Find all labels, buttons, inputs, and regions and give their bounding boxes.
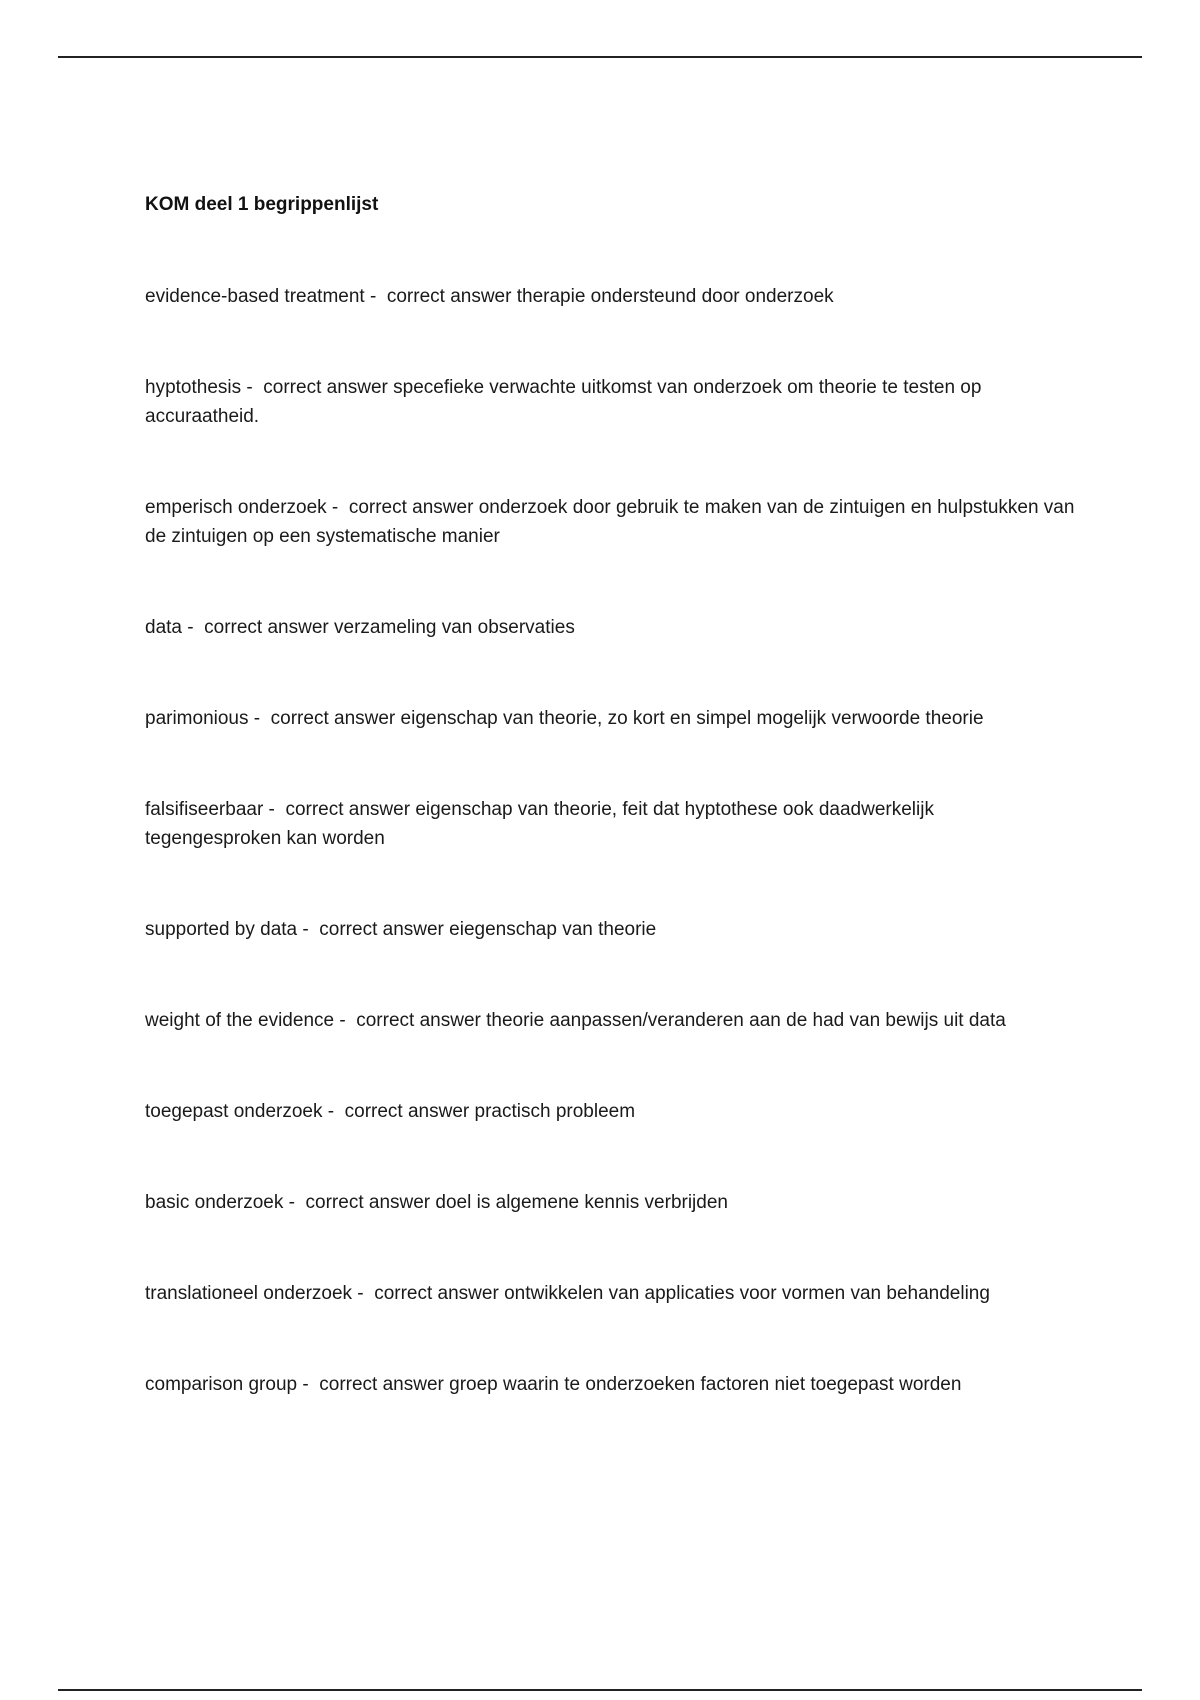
term-separator: - correct answer bbox=[297, 919, 450, 940]
term-answer: verzameling van observaties bbox=[334, 617, 575, 638]
term-separator: - correct answer bbox=[283, 1192, 436, 1213]
term-entry bbox=[145, 1279, 1075, 1308]
term-answer: doel is algemene kennis verbrijden bbox=[435, 1192, 728, 1213]
term-answer: eigenschap van theorie, zo kort en simpel mogelijk verwoorde theorie bbox=[400, 708, 984, 729]
term-separator: - correct answer bbox=[181, 617, 335, 638]
term-entry bbox=[145, 1370, 1075, 1399]
term-separator: - correct answer bbox=[241, 377, 394, 398]
term-answer: groep waarin te onderzoeken factoren niet toegepast worden bbox=[449, 1374, 962, 1395]
term-answer: eiegenschap van theorie bbox=[449, 919, 657, 940]
document-title: KOM deel 1 begrippenlijst bbox=[145, 194, 379, 215]
term-answer: theorie aanpassen/veranderen aan de had van bewijs uit data bbox=[486, 1010, 1006, 1031]
term-entry bbox=[145, 915, 1075, 944]
term-entry bbox=[145, 493, 1075, 551]
term-separator: - correct answer bbox=[263, 799, 416, 820]
term-separator: - correct answer bbox=[334, 1010, 487, 1031]
term-entry bbox=[145, 704, 1075, 733]
term-separator: - correct answer bbox=[352, 1283, 505, 1304]
term-separator: - correct answer bbox=[322, 1101, 475, 1122]
term-name: translationeel onderzoek bbox=[145, 1283, 353, 1304]
term-answer: specefieke verwachte uitkomst van onderzoek om theorie te testen op accuraatheid. bbox=[145, 377, 982, 427]
term-answer: therapie ondersteund door onderzoek bbox=[516, 286, 834, 307]
page-top-rule bbox=[58, 56, 1142, 58]
term-name: basic onderzoek bbox=[145, 1192, 284, 1213]
term-name: falsifiseerbaar bbox=[145, 799, 264, 820]
term-name: toegepast onderzoek bbox=[145, 1101, 323, 1122]
term-entry bbox=[145, 373, 1075, 431]
page-bottom-rule bbox=[58, 1689, 1142, 1691]
term-name: evidence-based treatment bbox=[145, 286, 365, 307]
term-name: comparison group bbox=[145, 1374, 298, 1395]
term-separator: - correct answer bbox=[297, 1374, 450, 1395]
term-answer: onderzoek door gebruik te maken van de zintuigen en hulpstukken van de zintuigen op een systematische manier bbox=[145, 497, 1075, 547]
term-separator: - correct answer bbox=[364, 286, 517, 307]
term-entry bbox=[145, 1006, 1075, 1035]
term-answer: eigenschap van theorie, feit dat hyptothese ook daadwerkelijk tegengesproken kan worden bbox=[145, 799, 934, 849]
term-name: weight of the evidence bbox=[145, 1010, 335, 1031]
term-name: emperisch onderzoek bbox=[145, 497, 327, 518]
term-name: parimonious bbox=[145, 708, 249, 729]
term-entry bbox=[145, 1188, 1075, 1217]
term-list bbox=[145, 282, 1075, 1399]
term-separator: - correct answer bbox=[326, 497, 479, 518]
term-answer: practisch probleem bbox=[474, 1101, 636, 1122]
term-entry bbox=[145, 282, 1075, 311]
term-separator: - correct answer bbox=[248, 708, 401, 729]
term-entry bbox=[145, 795, 1075, 853]
term-name: data bbox=[145, 617, 182, 638]
term-entry bbox=[145, 613, 1075, 642]
term-name: supported by data bbox=[145, 919, 298, 940]
document-body bbox=[145, 192, 1075, 1461]
term-answer: ontwikkelen van applicaties voor vormen van behandeling bbox=[504, 1283, 990, 1304]
term-name: hyptothesis bbox=[145, 377, 242, 398]
term-entry bbox=[145, 1097, 1075, 1126]
